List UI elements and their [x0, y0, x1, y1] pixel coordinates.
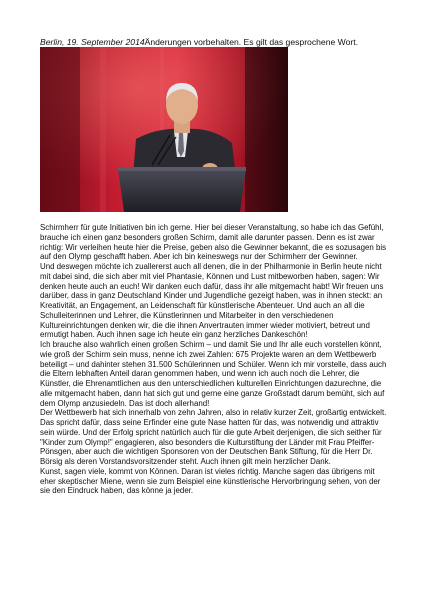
header-date: Berlin, 19. September 2014: [40, 37, 145, 47]
speech-body: [40, 223, 390, 496]
body-paragraph: Und deswegen möchte ich zuallererst auch all denen, die in der Philharmonie in Berlin heute nicht mit dabei sind, die sich aber mit viel Phantasie, Können und Lust mitbeworben haben, sagen: Wir denken heute auch an euch! Wir danken euch dafür, dass ihr alle mitgemacht habt! Wir freuen uns darüber, dass in ganz Deutschland Kinder und Jugendliche gezeigt haben, was in ihnen steckt: an Kreativität, an Engagement, an Leidenschaft für künstlerische Abenteuer. Und auch an all die Schulleiterinnen und Lehrer, die Künstlerinnen und Mitarbeiter in den verschiedenen Kultureinrichtungen denken wir, die die ihnen Anvertrauten immer wieder motiviert, betreut und ermutigt haben. Auch ihnen sage ich heute ein ganz herzliches Dankeschön!: [40, 262, 384, 340]
body-paragraph: Ich brauche also wahrlich einen großen Schirm – und damit Sie und Ihr alle euch vorstellen könnt, wie groß der Schirm sein muss, nenne ich zwei Zahlen: 675 Projekte waren an dem Wettbewerb beteiligt – und dahinter stehen 31.500 Schülerinnen und Schüler. Wenn ich mir vorstelle, dass auch die Eltern lebhaften Anteil daran genommen haben, und wenn ich auch noch die Lehrer, die Künstler, die Ehrenamtlichen aus den unterschiedlichen kulturellen Einrichtungen dazurechne, die alle mitgemacht haben, dann hat sich gut und gerne eine ganze Großstadt darum bemüht, sich auf dem Olymp anzusiedeln. Das ist doch allerhand!: [40, 340, 387, 408]
body-paragraph: Schirmherr für gute Initiativen bin ich gerne. Hier bei dieser Veranstaltung, so habe ich das Gefühl, brauche ich einen ganz besonders großen Schirm, damit alle darunter passen. Denn es ist zwar richtig: Wir verleihen heute hier die Preise, geben also die Gewinner bekannt, die es sozusagen bis auf den Olymp geschafft haben. Aber ich bin keineswegs nur der Schirmherr der Gewinner.: [40, 223, 387, 262]
body-paragraph: Kunst, sagen viele, kommt von Können. Daran ist vieles richtig. Manche sagen das übrigens mit eher skeptischer Miene, wenn sie zum Beispiel eine künstlerische Hervorbringung sehen, von der sie den Eindruck haben, das könne ja jeder.: [40, 466, 381, 496]
body-paragraph: Der Wettbewerb hat sich innerhalb von zehn Jahren, also in relativ kurzer Zeit, großartig entwickelt. Das spricht dafür, dass seine Erfinder eine gute Nase hatten für das, was notwendig und attraktiv sein würde. Und der Erfolg spricht natürlich auch für die gute Arbeit derjenigen, die sich seither für "Kinder zum Olymp!" engagieren, also besonders die Kulturstiftung der Länder mit Frau Pfeiffer-Pönsgen, aber auch die wichtigen Sponsoren von der Deutschen Bank Stiftung, für die Herr Dr. Börsig als deren Vorstandsvorsitzender steht. Auch ihnen gilt mein herzlicher Dank.: [40, 408, 387, 466]
speaker-photo: [40, 47, 288, 212]
header-note: Änderungen vorbehalten. Es gilt das gesprochene Wort.: [144, 37, 359, 47]
speaker-photo-illustration: [40, 47, 288, 212]
